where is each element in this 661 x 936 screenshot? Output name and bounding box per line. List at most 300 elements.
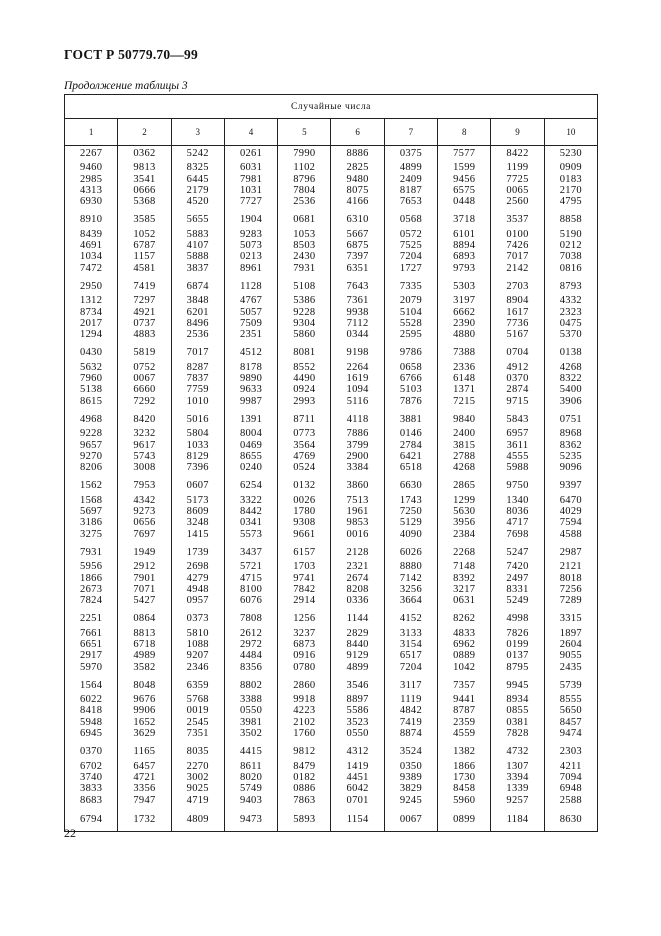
random-number: 5630 <box>453 506 476 518</box>
random-number: 8362 <box>559 439 582 451</box>
random-number: 7351 <box>186 728 209 740</box>
random-number: 4795 <box>559 196 582 208</box>
random-number: 7837 <box>186 373 209 385</box>
random-number: 7643 <box>346 280 369 292</box>
random-number: 1730 <box>453 771 476 783</box>
random-number: 0469 <box>239 439 263 451</box>
table-cell <box>118 146 171 163</box>
random-number: 3815 <box>453 439 476 451</box>
random-number: 9617 <box>133 439 156 451</box>
random-number: 1052 <box>133 228 156 240</box>
random-number: 7094 <box>559 771 582 783</box>
table-cell <box>278 412 331 428</box>
table-cell <box>118 694 171 744</box>
random-number: 9661 <box>293 528 316 540</box>
table-cell <box>384 694 437 744</box>
random-number: 0524 <box>293 462 316 474</box>
random-number: 8897 <box>346 694 369 706</box>
table-cell <box>118 628 171 678</box>
table-cell <box>438 146 491 163</box>
table-cell <box>278 744 331 760</box>
table-cell <box>491 611 544 627</box>
table-cell <box>438 362 491 412</box>
random-number: 7142 <box>399 572 423 584</box>
random-number: 5108 <box>293 280 316 292</box>
table-cell <box>65 162 118 212</box>
random-number: 8910 <box>80 214 103 226</box>
table-cell <box>278 212 331 228</box>
random-number: 5970 <box>80 661 103 673</box>
table-cell <box>384 412 437 428</box>
random-number: 5073 <box>239 240 263 252</box>
random-number: 1199 <box>506 162 529 174</box>
random-number: 8036 <box>506 506 529 518</box>
table-cell <box>544 495 597 545</box>
random-number: 1371 <box>453 384 476 396</box>
random-number: 8004 <box>239 428 263 440</box>
random-number: 4107 <box>186 240 209 252</box>
random-number: 3008 <box>133 462 156 474</box>
random-number: 1866 <box>453 760 476 772</box>
random-number: 5893 <box>293 813 316 825</box>
random-number: 5768 <box>186 694 209 706</box>
random-number: 4717 <box>506 517 529 529</box>
random-number: 7725 <box>506 173 529 185</box>
random-number: 8611 <box>240 760 262 772</box>
table-cell <box>118 495 171 545</box>
random-number: 3906 <box>559 395 582 407</box>
table-cell <box>118 678 171 694</box>
random-number: 5386 <box>293 295 316 307</box>
random-number: 1033 <box>186 439 209 451</box>
table-cell <box>171 628 224 678</box>
table-row <box>65 212 598 228</box>
random-number: 3437 <box>239 546 263 558</box>
random-number: 5739 <box>559 679 582 691</box>
table-cell <box>491 545 544 561</box>
random-number: 4732 <box>506 746 529 758</box>
random-number: 8331 <box>506 583 529 595</box>
table-cell <box>491 295 544 345</box>
table-cell <box>171 229 224 279</box>
random-number: 8795 <box>506 661 529 673</box>
table-cell <box>224 545 277 561</box>
random-number: 5247 <box>506 546 529 558</box>
table-row <box>65 561 598 611</box>
random-number: 9397 <box>559 480 582 492</box>
random-number: 9460 <box>80 162 103 174</box>
random-number: 1042 <box>453 661 476 673</box>
table-cell <box>438 279 491 295</box>
random-number: 1949 <box>133 546 156 558</box>
random-number: 7419 <box>399 716 423 728</box>
random-number: 9918 <box>293 694 316 706</box>
random-number: 9853 <box>346 517 369 529</box>
random-number: 2612 <box>239 627 263 639</box>
table-cell <box>384 162 437 212</box>
random-number: 6718 <box>133 638 156 650</box>
table-cell <box>278 146 331 163</box>
random-number: 5860 <box>293 329 316 341</box>
random-number: 3629 <box>133 728 156 740</box>
random-number: 3232 <box>133 428 156 440</box>
table-cell <box>384 761 437 811</box>
table-cell <box>171 146 224 163</box>
table-cell <box>171 362 224 412</box>
table-cell <box>65 678 118 694</box>
random-number: 4880 <box>453 329 476 341</box>
table-cell <box>118 561 171 611</box>
random-number: 7947 <box>133 794 156 806</box>
random-number: 4998 <box>506 613 529 625</box>
random-number: 2993 <box>293 395 316 407</box>
table-cell <box>278 694 331 744</box>
random-number: 4968 <box>80 413 103 425</box>
column-header: 5 <box>278 119 331 146</box>
table-cell <box>491 428 544 478</box>
random-number: 1866 <box>80 572 103 584</box>
random-number: 9456 <box>453 173 476 185</box>
table-row <box>65 295 598 345</box>
random-number: 5888 <box>186 251 209 263</box>
table-cell <box>118 428 171 478</box>
random-number: 2917 <box>80 650 103 662</box>
table-cell <box>65 428 118 478</box>
table-cell <box>544 229 597 279</box>
random-number: 7981 <box>239 173 263 185</box>
random-number: 5632 <box>80 361 103 373</box>
table-cell <box>171 345 224 361</box>
table-cell <box>171 694 224 744</box>
table-cell <box>384 678 437 694</box>
random-number: 2384 <box>453 528 476 540</box>
random-number: 9096 <box>559 462 582 474</box>
table-cell <box>384 428 437 478</box>
random-number: 9793 <box>453 262 476 274</box>
column-header: 8 <box>438 119 491 146</box>
random-number: 0350 <box>399 760 423 772</box>
random-number: 6787 <box>133 240 156 252</box>
table-cell <box>491 678 544 694</box>
random-number: 4559 <box>453 728 476 740</box>
random-number: 2560 <box>506 196 529 208</box>
document-title: ГОСТ Р 50779.70—99 <box>64 47 198 62</box>
table-continuation-label: Продолжение таблицы 3 <box>64 80 188 92</box>
random-number: 7736 <box>506 317 529 329</box>
random-number: 5230 <box>559 148 582 159</box>
table-cell <box>544 611 597 627</box>
random-number: 3197 <box>453 295 476 307</box>
table-row <box>65 345 598 361</box>
random-number: 3523 <box>346 716 369 728</box>
random-number: 6874 <box>186 280 209 292</box>
random-number: 7215 <box>453 395 476 407</box>
table-cell <box>331 362 384 412</box>
random-number: 5528 <box>399 317 423 329</box>
table-cell <box>224 345 277 361</box>
table-cell <box>278 678 331 694</box>
table-cell <box>384 345 437 361</box>
random-number: 3537 <box>506 214 529 226</box>
table-cell <box>544 412 597 428</box>
random-number: 2409 <box>399 173 423 185</box>
random-number: 3388 <box>239 694 263 706</box>
random-number: 5655 <box>186 214 209 226</box>
random-number: 5810 <box>186 627 209 639</box>
column-header: 10 <box>544 119 597 146</box>
random-number: 0752 <box>133 361 156 373</box>
table-cell <box>384 478 437 494</box>
random-number: 2128 <box>346 546 369 558</box>
random-number: 4912 <box>506 361 529 373</box>
random-number: 0146 <box>399 428 423 440</box>
random-number: 3002 <box>186 771 209 783</box>
column-header-row <box>65 119 598 146</box>
random-number: 4767 <box>239 295 263 307</box>
table-cell <box>544 545 597 561</box>
random-number: 5303 <box>453 280 476 292</box>
table-row <box>65 811 598 832</box>
table-cell <box>224 478 277 494</box>
table-cell <box>331 761 384 811</box>
table-cell <box>118 744 171 760</box>
random-number: 1102 <box>293 162 316 174</box>
random-number: 0816 <box>559 262 582 274</box>
table-cell <box>438 678 491 694</box>
random-number: 0375 <box>399 148 423 159</box>
random-number: 8206 <box>80 462 103 474</box>
table-cell <box>278 345 331 361</box>
table-cell <box>65 412 118 428</box>
table-row <box>65 611 598 627</box>
random-number: 0341 <box>239 517 263 529</box>
table-cell <box>224 229 277 279</box>
random-number: 8880 <box>399 561 423 573</box>
random-number: 0656 <box>133 517 156 529</box>
table-cell <box>171 611 224 627</box>
random-number: 4989 <box>133 650 156 662</box>
random-number: 7525 <box>399 240 423 252</box>
random-number: 7901 <box>133 572 156 584</box>
random-number: 4313 <box>80 184 103 196</box>
table-row <box>65 412 598 428</box>
table-cell <box>224 212 277 228</box>
table-cell <box>171 561 224 611</box>
random-number: 0957 <box>186 595 209 607</box>
random-number: 5016 <box>186 413 209 425</box>
random-number: 7071 <box>133 583 156 595</box>
random-number: 9786 <box>399 347 423 359</box>
random-number: 4833 <box>453 627 476 639</box>
random-number: 1031 <box>239 184 263 196</box>
random-number: 6893 <box>453 251 476 263</box>
random-number: 6076 <box>239 595 263 607</box>
random-number: 3546 <box>346 679 369 691</box>
table-cell <box>491 345 544 361</box>
random-number: 5586 <box>346 705 369 717</box>
table-cell <box>278 811 331 832</box>
random-number: 0704 <box>506 347 529 359</box>
random-number: 0658 <box>399 361 423 373</box>
table-cell <box>171 678 224 694</box>
random-number: 9474 <box>559 728 582 740</box>
table-row <box>65 744 598 760</box>
random-number: 7038 <box>559 251 582 263</box>
random-number: 6351 <box>346 262 369 274</box>
random-number: 2267 <box>80 148 103 159</box>
table-cell <box>544 694 597 744</box>
random-number: 9676 <box>133 694 156 706</box>
random-number: 9304 <box>293 317 316 329</box>
table-cell <box>118 279 171 295</box>
random-number: 8422 <box>506 148 529 159</box>
random-number: 2825 <box>346 162 369 174</box>
table-cell <box>65 744 118 760</box>
table-cell <box>65 628 118 678</box>
random-number: 0182 <box>293 771 316 783</box>
random-number: 8894 <box>453 240 476 252</box>
random-number: 2321 <box>346 561 369 573</box>
table-cell <box>544 478 597 494</box>
random-number: 6201 <box>186 306 209 318</box>
random-number: 7808 <box>239 613 263 625</box>
random-number: 1727 <box>399 262 423 274</box>
random-number: 7289 <box>559 595 582 607</box>
random-number: 3356 <box>133 783 156 795</box>
table-cell <box>278 229 331 279</box>
random-number: 9890 <box>239 373 263 385</box>
table-cell <box>384 362 437 412</box>
random-number: 8496 <box>186 317 209 329</box>
table-cell <box>65 229 118 279</box>
table-cell <box>331 162 384 212</box>
table-cell <box>118 212 171 228</box>
random-number: 4223 <box>293 705 316 717</box>
random-number: 3848 <box>186 295 209 307</box>
random-number: 4715 <box>239 572 263 584</box>
page-number: 22 <box>64 826 76 840</box>
random-number: 5573 <box>239 528 263 540</box>
table-cell <box>438 428 491 478</box>
table-cell <box>438 561 491 611</box>
random-number: 8552 <box>293 361 316 373</box>
random-number: 0381 <box>506 716 529 728</box>
random-number: 1144 <box>346 613 369 625</box>
column-header: 9 <box>491 119 544 146</box>
random-number: 0336 <box>346 595 369 607</box>
random-number: 0132 <box>293 480 316 492</box>
table-cell <box>491 146 544 163</box>
random-number: 2400 <box>453 428 476 440</box>
random-number: 8187 <box>399 184 423 196</box>
random-number: 3582 <box>133 661 156 673</box>
random-number: 5804 <box>186 428 209 440</box>
random-number: 3740 <box>80 771 103 783</box>
random-number: 0773 <box>293 428 316 440</box>
table-row <box>65 362 598 412</box>
random-number: 7804 <box>293 184 316 196</box>
random-number: 7759 <box>186 384 209 396</box>
random-number: 1010 <box>186 395 209 407</box>
random-number: 8100 <box>239 583 263 595</box>
random-number: 9198 <box>346 347 369 359</box>
random-number: 8787 <box>453 705 476 717</box>
random-number: 8503 <box>293 240 316 252</box>
random-number: 0666 <box>133 184 156 196</box>
random-number: 7112 <box>346 317 369 329</box>
random-number: 1568 <box>80 494 103 506</box>
random-number: 0780 <box>293 661 316 673</box>
random-number: 3585 <box>133 214 156 226</box>
random-number: 5843 <box>506 413 529 425</box>
random-number: 0373 <box>186 613 209 625</box>
table-cell <box>491 811 544 832</box>
table-cell <box>118 295 171 345</box>
random-number: 8035 <box>186 746 209 758</box>
random-number: 8655 <box>239 450 263 462</box>
random-number: 0344 <box>346 329 369 341</box>
table-row <box>65 694 598 744</box>
random-number: 4279 <box>186 572 209 584</box>
random-number: 8802 <box>239 679 263 691</box>
table-cell <box>171 744 224 760</box>
table-cell <box>438 811 491 832</box>
random-number: 1154 <box>346 813 369 825</box>
random-number: 3256 <box>399 583 423 595</box>
random-number: 3117 <box>400 679 422 691</box>
random-number: 1897 <box>559 627 582 639</box>
random-number: 0183 <box>559 173 582 185</box>
column-header: 2 <box>118 119 171 146</box>
table-cell <box>491 694 544 744</box>
random-number: 5129 <box>399 517 423 529</box>
random-number: 4883 <box>133 329 156 341</box>
random-number: 9715 <box>506 395 529 407</box>
random-number: 5235 <box>559 450 582 462</box>
random-number: 6766 <box>399 373 423 385</box>
table-cell <box>331 412 384 428</box>
random-number: 2142 <box>506 262 529 274</box>
random-number: 4484 <box>239 650 263 662</box>
random-number: 1599 <box>453 162 476 174</box>
random-number: 2390 <box>453 317 476 329</box>
random-number: 3186 <box>80 517 103 529</box>
table-cell <box>171 495 224 545</box>
random-number: 5948 <box>80 716 103 728</box>
table-cell <box>331 229 384 279</box>
random-number: 0886 <box>293 783 316 795</box>
random-number: 0199 <box>506 638 529 650</box>
table-cell <box>224 811 277 832</box>
random-number: 3837 <box>186 262 209 274</box>
random-number: 4332 <box>559 295 582 307</box>
table-cell <box>224 694 277 744</box>
random-number: 6702 <box>80 760 103 772</box>
table-cell <box>544 146 597 163</box>
table-cell <box>118 478 171 494</box>
random-number: 3133 <box>399 627 423 639</box>
random-number: 2703 <box>506 280 529 292</box>
table-cell <box>171 412 224 428</box>
random-number: 0026 <box>293 494 316 506</box>
random-number: 7420 <box>506 561 529 573</box>
random-number: 5988 <box>506 462 529 474</box>
random-number: 7828 <box>506 728 529 740</box>
random-number: 7297 <box>133 295 156 307</box>
table-row <box>65 146 598 163</box>
random-number: 6575 <box>453 184 476 196</box>
random-number: 0899 <box>453 813 476 825</box>
